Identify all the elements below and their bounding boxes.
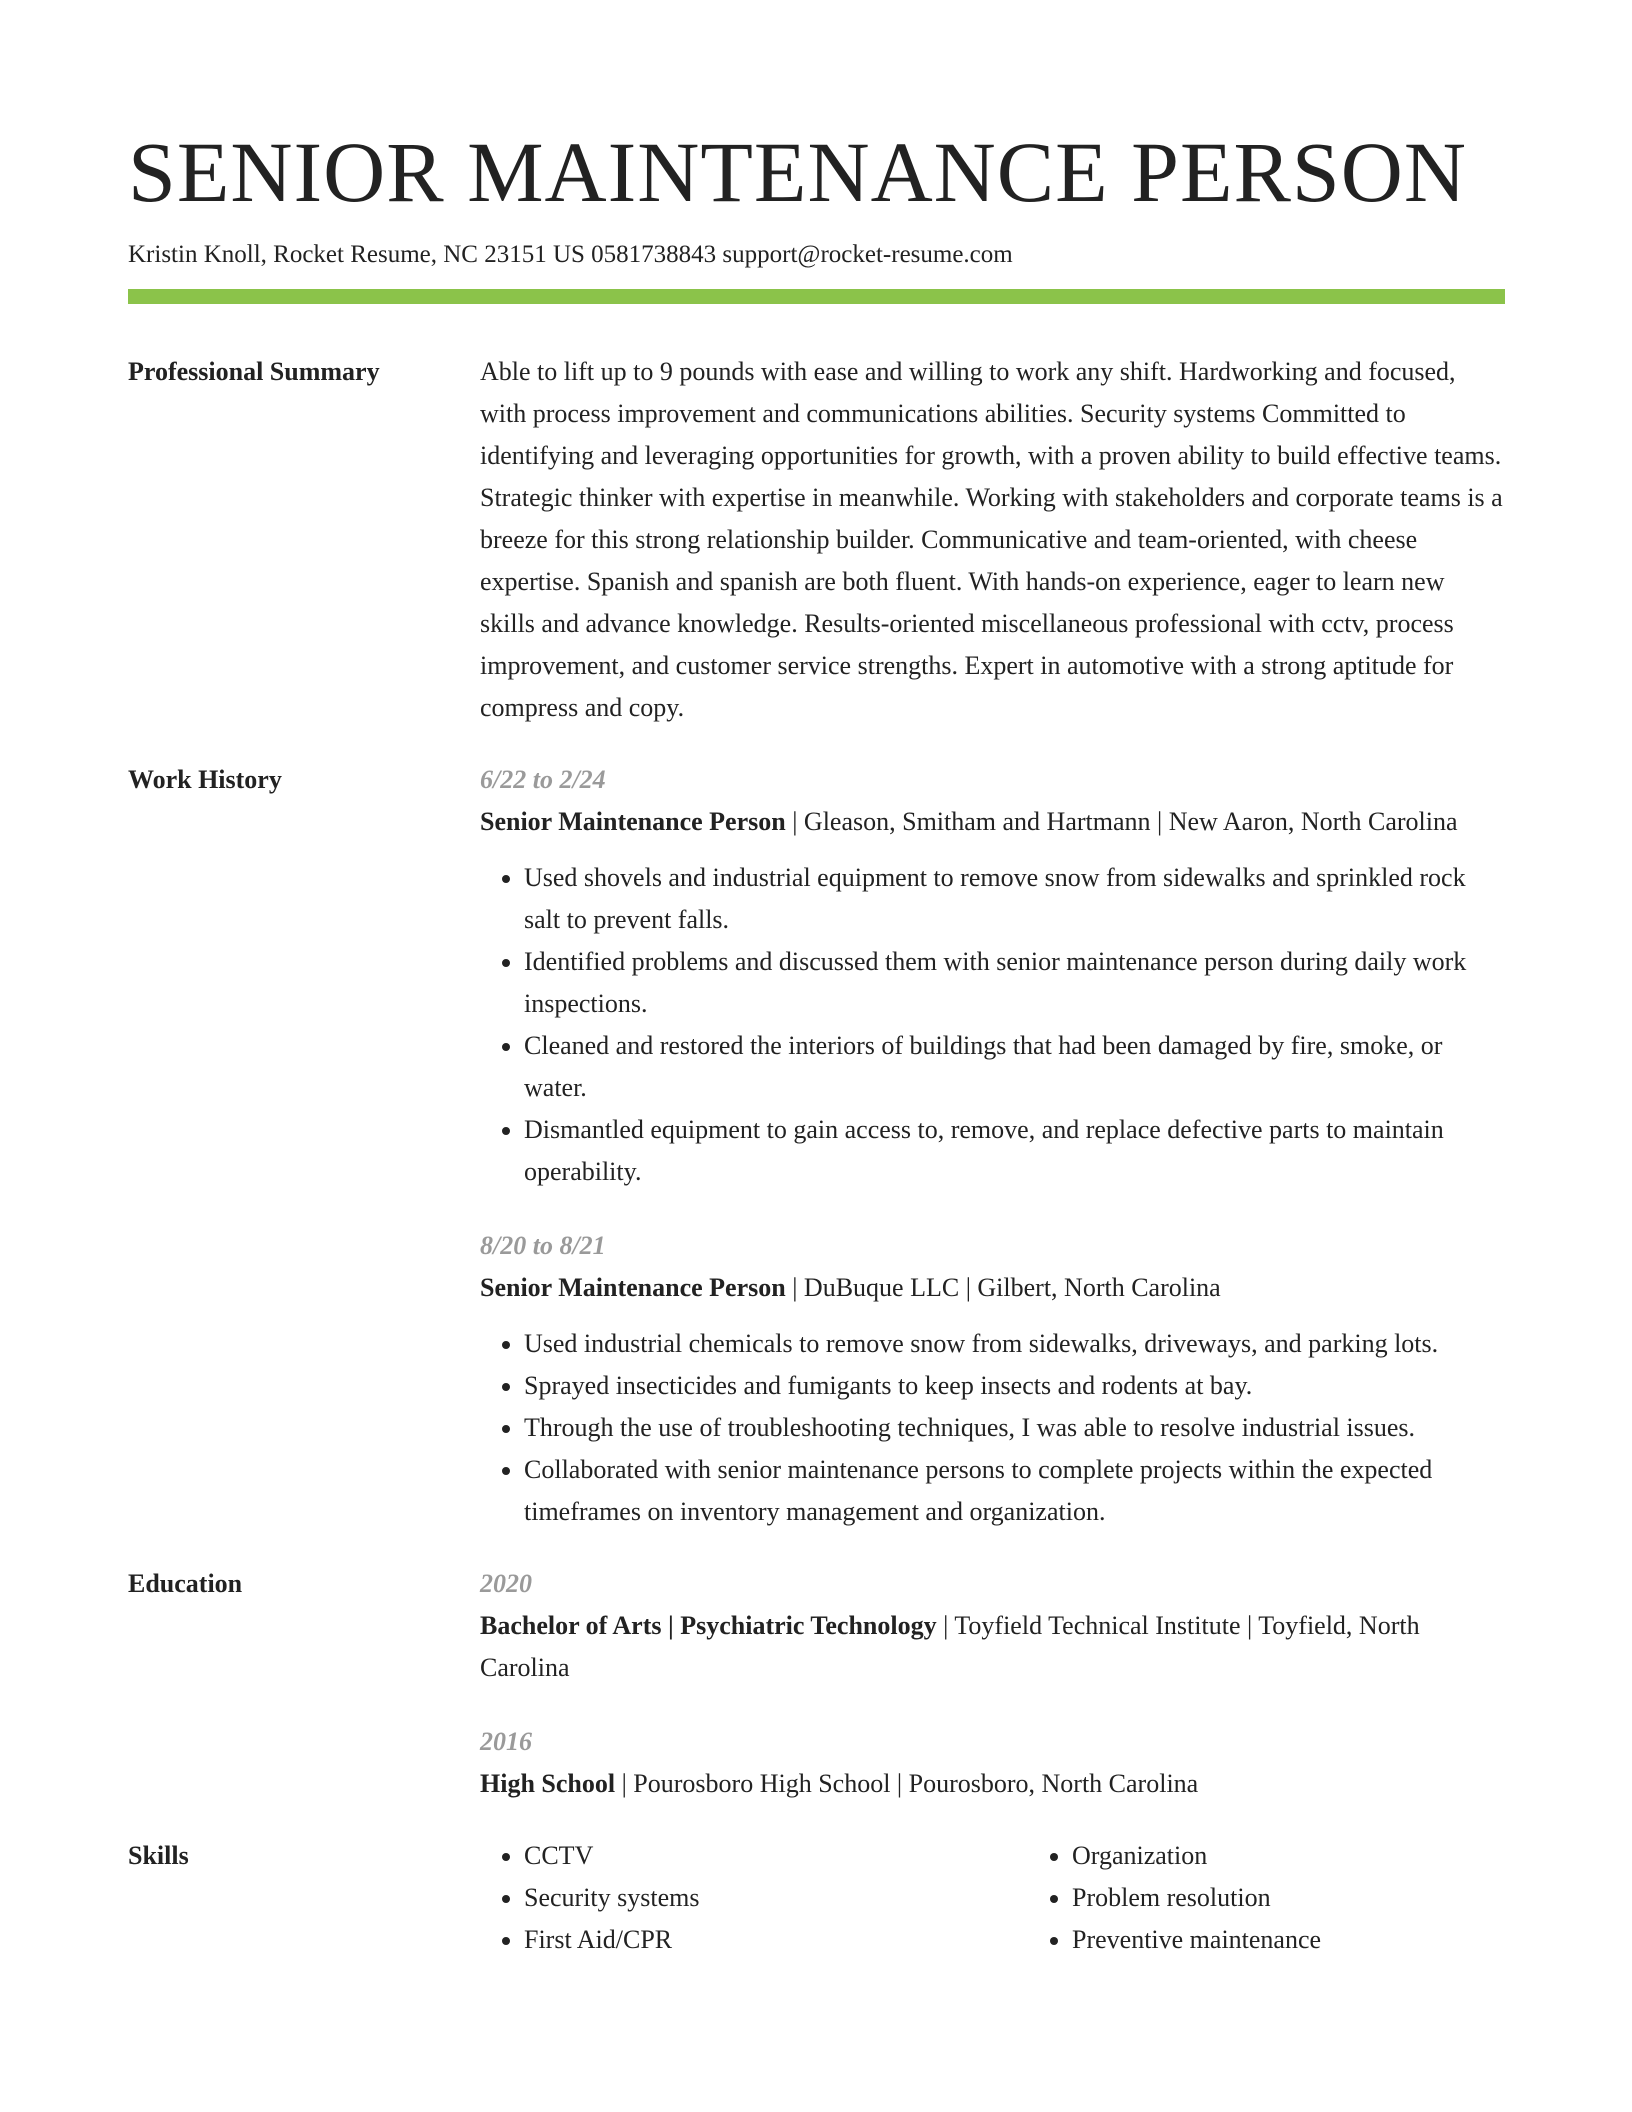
skill-item: • Organization: [1072, 1835, 1532, 1877]
work-history-body: [480, 759, 1505, 1533]
education-section: [128, 1563, 1505, 1805]
work-history-section: [128, 759, 1505, 1533]
resume-sections: [128, 351, 1505, 1991]
job-bullet: • Through the use of troubleshooting techniques, I was able to resolve industrial issues.: [524, 1407, 1505, 1449]
job-bullet: • Collaborated with senior maintenance persons to complete projects within the expected timeframes on inventory management and organization.: [524, 1449, 1505, 1533]
skills-section: [128, 1835, 1505, 1961]
job-details: | Gleason, Smitham and Hartmann | New Aaron, North Carolina: [785, 807, 1458, 836]
summary-text: Able to lift up to 9 pounds with ease and willing to work any shift. Hardworking and focused, with process improvement and communications abilities. Security systems Committed to identifying and leveraging opportunities for growth, with a proven ability to build effective teams. Strategic thinker with expertise in meanwhile. Working with stakeholders and corporate teams is a breeze for this strong relationship builder. Communicative and team-oriented, with cheese expertise. Spanish and spanish are both fluent. With hands-on experience, eager to learn new skills and advance knowledge. Results-oriented miscellaneous professional with cctv, process improvement, and customer service strengths. Expert in automotive with a strong aptitude for compress and copy.: [480, 357, 1503, 722]
job-dates: 6/22 to 2/24: [480, 765, 606, 794]
job-bullet: • Used shovels and industrial equipment to remove snow from sidewalks and sprinkled rock salt to prevent falls.: [524, 857, 1505, 941]
summary-section: [128, 351, 1505, 729]
education-year: 2016: [480, 1727, 532, 1756]
job-title-line: [480, 801, 1505, 843]
job-details: | DuBuque LLC | Gilbert, North Carolina: [785, 1273, 1221, 1302]
job-bullet: • Sprayed insecticides and fumigants to keep insects and rodents at bay.: [524, 1365, 1505, 1407]
skill-item: • Preventive maintenance: [1072, 1919, 1532, 1961]
skills-list-right: [1028, 1835, 1532, 1961]
section-label-skills: Skills: [128, 1841, 189, 1870]
education-line: [480, 1763, 1505, 1805]
job-bullets: [480, 857, 1505, 1193]
skill-item: • CCTV: [524, 1835, 984, 1877]
job-bullet: • Dismantled equipment to gain access to, remove, and replace defective parts to maintain operability.: [524, 1109, 1505, 1193]
education-entry: [480, 1563, 1505, 1689]
skills-list-left: [480, 1835, 984, 1961]
job-title: Senior Maintenance Person: [480, 807, 786, 836]
job-entry: [480, 1225, 1505, 1533]
job-bullet: • Identified problems and discussed them with senior maintenance person during daily work inspections.: [524, 941, 1505, 1025]
summary-body: [480, 351, 1505, 729]
education-year: 2020: [480, 1569, 532, 1598]
skill-item: • Security systems: [524, 1877, 984, 1919]
section-label-summary: Professional Summary: [128, 357, 380, 386]
section-label-education: Education: [128, 1569, 243, 1598]
job-bullet: • Cleaned and restored the interiors of buildings that had been damaged by fire, smoke, or water.: [524, 1025, 1505, 1109]
education-degree: High School: [480, 1769, 616, 1798]
header-divider: [128, 289, 1505, 304]
skill-item: • First Aid/CPR: [524, 1919, 984, 1961]
job-title-line: [480, 1267, 1505, 1309]
section-label-work-history: Work History: [128, 765, 282, 794]
job-entry: [480, 759, 1505, 1193]
job-title: Senior Maintenance Person: [480, 1273, 786, 1302]
skill-item: • Problem resolution: [1072, 1877, 1532, 1919]
education-body: [480, 1563, 1505, 1805]
job-bullets: [480, 1323, 1505, 1533]
contact-line: Kristin Knoll, Rocket Resume, NC 23151 US 0581738843 support@rocket-resume.com: [128, 241, 1013, 268]
education-line: [480, 1605, 1505, 1689]
resume-header: [128, 118, 1505, 304]
education-details: | Toyfield Technical Institute | Toyfield, North Carolina: [480, 1611, 1420, 1682]
job-bullet: • Used industrial chemicals to remove snow from sidewalks, driveways, and parking lots.: [524, 1323, 1505, 1365]
education-degree: Bachelor of Arts | Psychiatric Technology: [480, 1611, 937, 1640]
education-entry: [480, 1721, 1505, 1805]
skills-body: [480, 1835, 1532, 1961]
candidate-name: SENIOR MAINTENANCE PERSON: [128, 124, 1467, 220]
job-dates: 8/20 to 8/21: [480, 1231, 606, 1260]
education-details: | Pourosboro High School | Pourosboro, North Carolina: [615, 1769, 1199, 1798]
